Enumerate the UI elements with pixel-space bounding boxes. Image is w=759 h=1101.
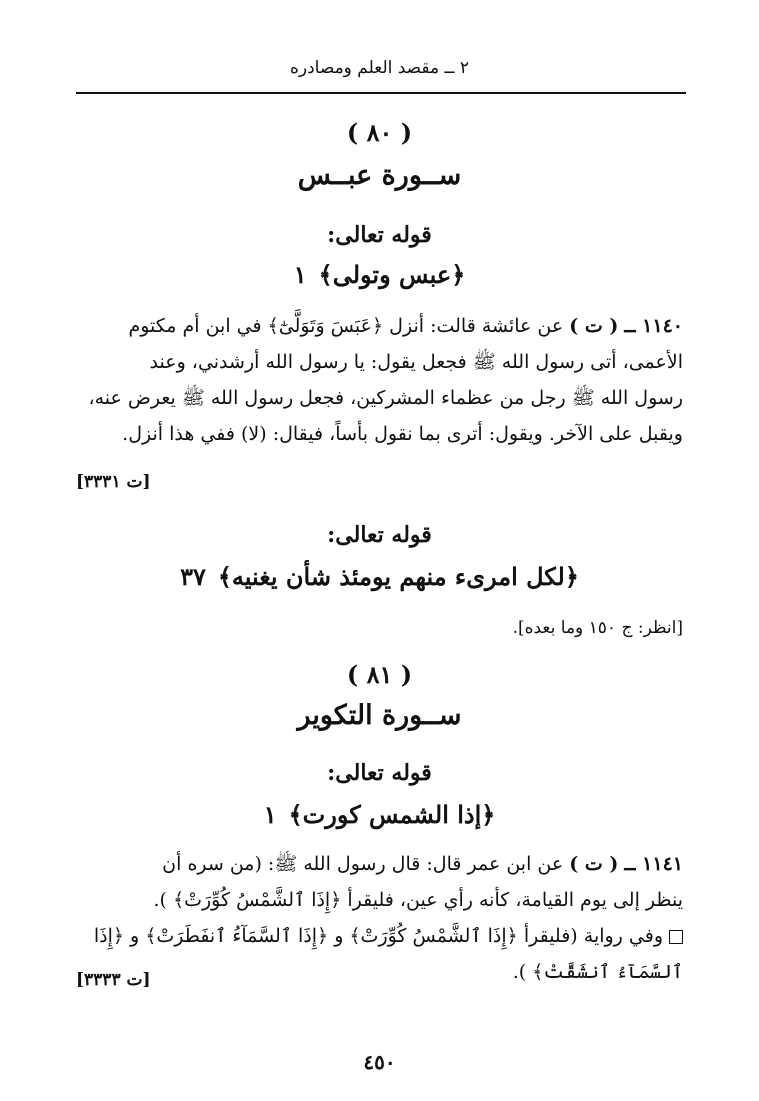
sura-80-verse (0, 260, 759, 289)
see-note: [انظر: ج ١٥٠ وما بعده]. (512, 618, 683, 638)
hadith-text: في ابن أم مكتوم (128, 315, 262, 337)
hadith-source: ( ت ) (569, 315, 619, 337)
verse-text: ﴿لكل امرىء منهم يومئذ شأن يغنيه﴾ (217, 562, 579, 591)
hadith-1141-line-4: ٱلسَّمَآءُ ٱنشَقَّتْ﴾ ). (512, 961, 683, 983)
sura-81-title: ســورة التكوير (297, 700, 462, 731)
hadith-1140-reference: [ت ٣٣٣١] (76, 472, 151, 492)
hadith-1141-line-1 (73, 846, 683, 882)
hadith-1140-line-3: رسول الله ﷺ رجل من عظماء المشركين، فجعل رسول الله ﷺ يعرض عنه، (88, 387, 683, 409)
hadith-1140 (73, 308, 683, 452)
sura-80-verse-37 (0, 562, 759, 591)
sura-80-qawl: قوله تعالى: (327, 222, 432, 248)
hadith-1140-line-1 (73, 308, 683, 344)
hadith-1141-line-2: ينظر إلى يوم القيامة، كأنه رأي عين، فليقرأ ﴿إِذَا ٱلشَّمْسُ كُوِّرَتْ﴾ ). (153, 889, 683, 911)
hadith-number: ١١٤١ ــ (624, 853, 683, 875)
verse-number: ١ (263, 800, 277, 829)
hadith-source: ( ت ) (569, 853, 619, 875)
verse-text: ﴿إذا الشمس كورت﴾ (288, 800, 496, 829)
sura-81-qawl: قوله تعالى: (327, 760, 432, 786)
quran-quote: ﴿عَبَسَ وَتَوَلَّىٰٓ﴾ (267, 315, 384, 337)
hadith-text: عن عائشة قالت: أنزل (389, 315, 564, 337)
sura-81-number: ( ٨١ ) (346, 660, 413, 689)
verse-text: ﴿عبس وتولى﴾ (318, 260, 466, 289)
hadith-1141 (73, 846, 683, 990)
verse-number: ٣٧ (180, 562, 206, 591)
hadith-1141-reference: [ت ٣٣٣٣] (76, 970, 151, 990)
page-number: ٤٥٠ (363, 1050, 396, 1074)
hadith-text: وفي رواية (فليقرأ ﴿إِذَا ٱلشَّمْسُ كُوِّرَتْ﴾ و ﴿إِذَا ٱلسَّمَآءُ ٱنفَطَرَتْ﴾ و ﴿إِذَا (93, 925, 663, 947)
hadith-1141-line-3 (73, 918, 683, 954)
square-marker-icon (669, 930, 683, 944)
sura-80-title: ســورة عبــس (297, 160, 462, 191)
header-rule (76, 92, 686, 94)
sura-80-qawl-2: قوله تعالى: (327, 522, 432, 548)
running-header: ٢ ــ مقصد العلم ومصادره (289, 58, 470, 78)
hadith-text: عن ابن عمر قال: قال رسول الله ﷺ: (من سره أن (162, 853, 564, 875)
hadith-1140-line-4: ويقبل على الآخر. ويقول: أترى بما نقول بأساً، فيقال: (لا) ففي هذا أنزل. (122, 423, 683, 445)
sura-80-number: ( ٨٠ ) (346, 118, 413, 147)
hadith-1140-line-2: الأعمى، أتى رسول الله ﷺ فجعل يقول: يا رسول الله أرشدني، وعند (149, 351, 683, 373)
verse-number: ١ (293, 260, 307, 289)
sura-81-verse (0, 800, 759, 829)
hadith-number: ١١٤٠ ــ (624, 315, 683, 337)
